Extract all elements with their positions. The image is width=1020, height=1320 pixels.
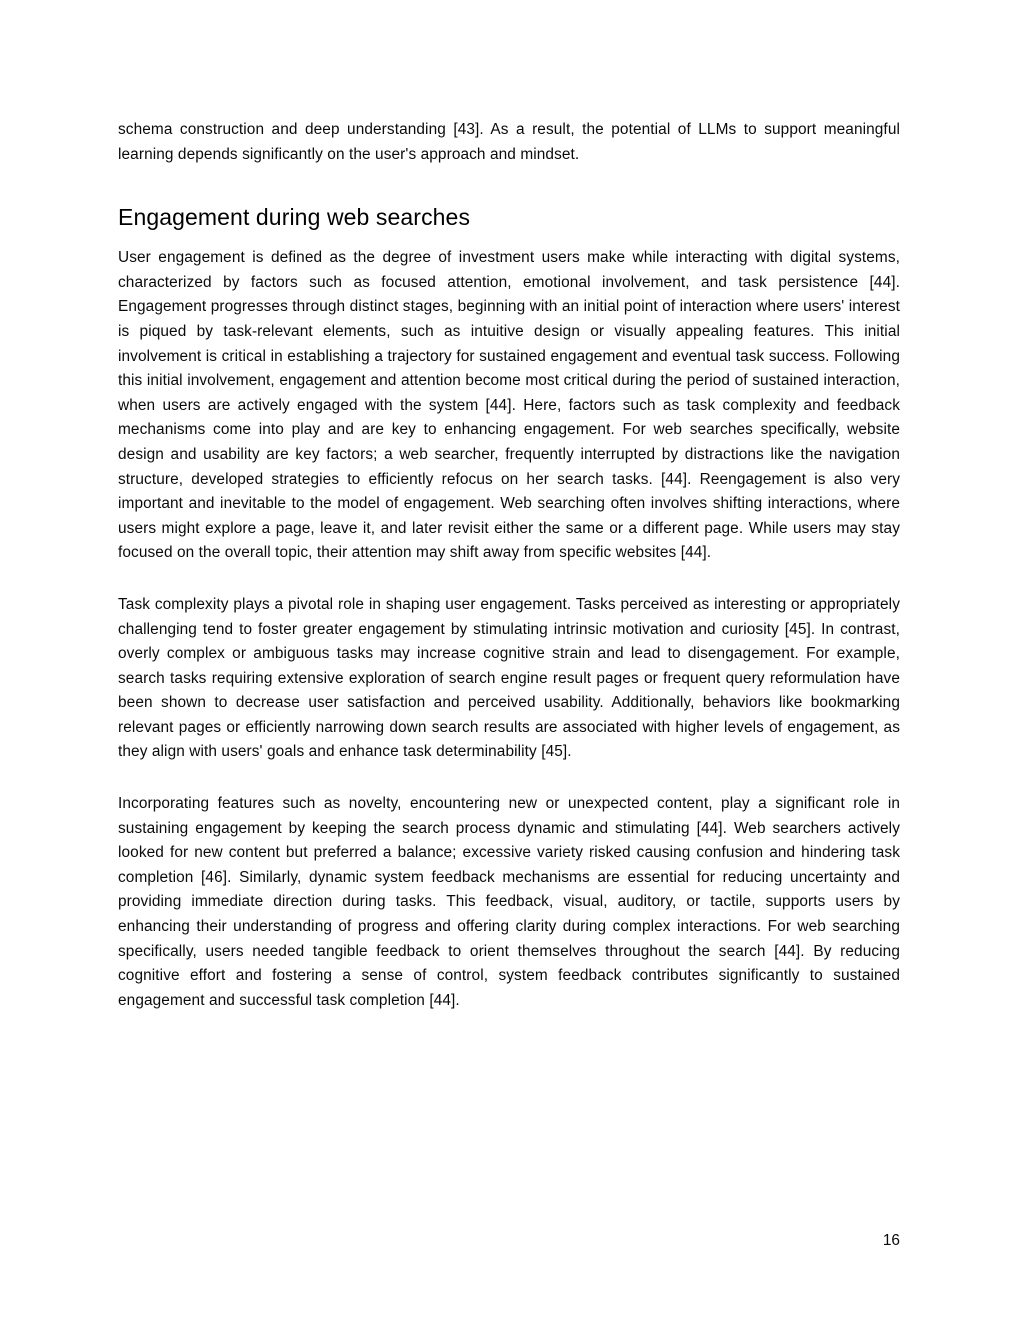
paragraph-novelty-feedback: Incorporating features such as novelty, encountering new or unexpected content, play a significant role in sustaining engagement by keeping the search process dynamic and stimulating [44]. Web searchers actively looked for new content but preferred a balance; excessive variety risked causing confusion and hindering task completion [46]. Similarly, dynamic system feedback mechanisms are essential for reducing uncertainty and providing immediate direction during tasks. This feedback, visual, auditory, or tactile, supports users by enhancing their understanding of progress and offering clarity during complex interactions. For web searching specifically, users needed tangible feedback to orient themselves throughout the search [44]. By reducing cognitive effort and fostering a sense of control, system feedback contributes significantly to sustained engagement and successful task completion [44]. — [118, 795, 900, 1009]
page-number: 16 — [882, 1232, 900, 1249]
paragraph-continuation: schema construction and deep understanding [43]. As a result, the potential of LLMs to support meaningful learning depends significantly on the user's approach and mindset. — [118, 121, 900, 163]
paragraph-task-complexity: Task complexity plays a pivotal role in shaping user engagement. Tasks perceived as interesting or appropriately challenging tend to foster greater engagement by stimulating intrinsic motivation and curiosity [45]. In contrast, overly complex or ambiguous tasks may increase cognitive strain and lead to disengagement. For example, search tasks requiring extensive exploration of search engine result pages or frequent query reformulation have been shown to decrease user satisfaction and perceived usability. Additionally, behaviors like bookmarking relevant pages or efficiently narrowing down search results are associated with higher levels of engagement, as they align with users' goals and enhance task determinability [45]. — [118, 595, 900, 761]
section-heading: Engagement during web searches — [118, 204, 471, 231]
page-content — [118, 118, 900, 1013]
paragraph-engagement-stages: User engagement is defined as the degree of investment users make while interacting with digital systems, characterized by factors such as focused attention, emotional involvement, and task persistence [44]. Engagement progresses through distinct stages, beginning with an initial point of interaction where users' interest is piqued by task-relevant elements, such as intuitive design or visually appealing features. This initial involvement is critical in establishing a trajectory for sustained engagement and eventual task success. Following this initial involvement, engagement and attention become most critical during the period of sustained interaction, when users are actively engaged with the system [44]. Here, factors such as task complexity and feedback mechanisms come into play and are key to enhancing engagement. For web searches specifically, website design and usability are key factors; a web searcher, frequently interrupted by distractions like the navigation structure, developed strategies to efficiently refocus on her search tasks. [44]. Reengagement is also very important and inevitable to the model of engagement. Web searching often involves shifting interactions, where users might explore a page, leave it, and later revisit either the same or a different page. While users may stay focused on the overall topic, their attention may shift away from specific websites [44]. — [118, 249, 900, 562]
